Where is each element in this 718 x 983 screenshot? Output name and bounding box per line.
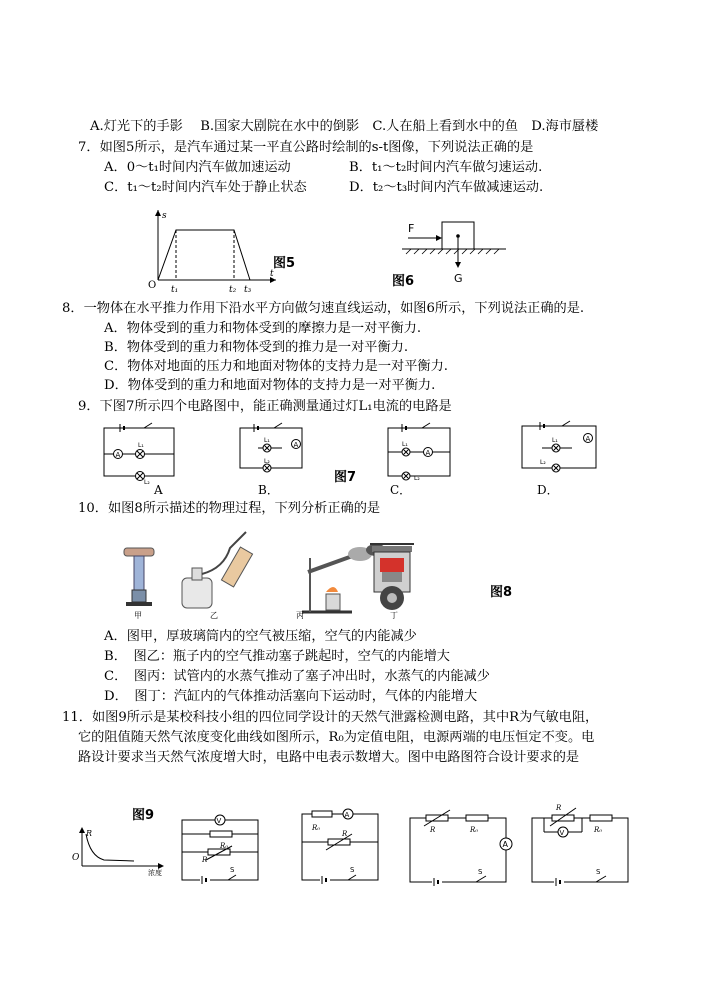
- q11-line-2: 它的阻值随天然气浓度变化曲线如图所示，R₀为定值电阻，电源两端的电压恒定不变。电: [78, 730, 595, 745]
- fig8-ding-illustration: [370, 544, 414, 610]
- fig9-resistance-graph: [68, 826, 168, 876]
- q9c-l2-label: L₂: [414, 475, 420, 482]
- fig9-caption: 图9: [132, 808, 155, 823]
- fig5-st-graph: [140, 206, 280, 298]
- q11-circuit-c: [408, 806, 514, 886]
- q11c-ammeter-label: A: [502, 840, 508, 849]
- q7-option-b: B．t₁～t₂时间内汽车做匀速运动.: [349, 160, 543, 175]
- fig5-tick-t2: t₂: [229, 285, 237, 295]
- q10-stem: 10．如图8所示描述的物理过程，下列分析正确的是: [78, 501, 381, 516]
- q9d-l2-label: L₂: [540, 459, 546, 466]
- q9b-l2-label: L₂: [264, 458, 270, 465]
- q11-line-3: 路设计要求当天然气浓度增大时，电路中电表示数增大。图中电路图符合设计要求的是: [78, 750, 580, 765]
- fig5-tick-t1: t₁: [171, 285, 179, 295]
- q9a-ammeter-label: A: [115, 451, 121, 459]
- fig8-yi-illustration: [182, 532, 253, 608]
- q9d-l1-label: L₁: [552, 437, 558, 444]
- fig5-y-label: s: [162, 211, 167, 221]
- q11-line-1: 11．如图9所示是某校科技小组的四位同学设计的天然气泄露检测电路，其中R为气敏电阻，: [62, 710, 599, 725]
- q10-option-b: B． 图乙：瓶子内的空气推动塞子跳起时，空气的内能增大: [104, 649, 450, 664]
- q9b-l1-label: L₁: [264, 437, 270, 444]
- fig8-label-yi: 乙: [210, 611, 218, 620]
- q9-circuit-d: [518, 420, 602, 482]
- q9-circuit-c: [384, 422, 456, 482]
- q9a-l2-label: L₂: [144, 479, 150, 484]
- q9b-ammeter-label: A: [293, 441, 299, 449]
- fig8-illustrations: [112, 528, 472, 620]
- q9-stem: 9．下图7所示四个电路图中，能正确测量通过灯L₁电流的电路是: [78, 399, 452, 414]
- q11a-r0-label: R₀: [220, 842, 229, 850]
- q8-option-b: B．物体受到的重力和物体受到的推力是一对平衡力.: [104, 340, 409, 355]
- q11-circuit-d: [530, 800, 634, 886]
- fig5-origin: O: [148, 280, 157, 291]
- fig8-caption: 图8: [490, 585, 513, 600]
- fig6-caption: 图6: [392, 274, 415, 289]
- q10-option-c: C． 图丙：试管内的水蒸气推动了塞子冲出时，水蒸气的内能减少: [104, 669, 490, 684]
- q11c-switch-label: S: [478, 868, 483, 876]
- q9c-ammeter-label: A: [425, 449, 431, 457]
- q9a-l1-label: L₁: [138, 442, 144, 449]
- fig8-label-jia: 甲: [134, 611, 142, 620]
- q10-option-a: A．图甲，厚玻璃筒内的空气被压缩，空气的内能减少: [104, 629, 417, 644]
- q10-option-d: D． 图丁：汽缸内的气体推动活塞向下运动时，气体的内能增大: [104, 689, 478, 704]
- q8-option-c: C．物体对地面的压力和地面对物体的支持力是一对平衡力.: [104, 359, 448, 374]
- q11a-voltmeter-label: V: [216, 817, 222, 825]
- q8-stem: 8．一物体在水平推力作用下沿水平方向做匀速直线运动，如图6所示，下列说法正确的是.: [62, 301, 585, 316]
- q11b-ammeter-label: A: [344, 811, 350, 819]
- fig9-graph-origin: O: [72, 853, 80, 863]
- q11a-switch-label: S: [230, 866, 235, 874]
- q9d-ammeter-label: A: [585, 435, 591, 443]
- fig8-bing-illustration: [302, 544, 386, 612]
- q7-option-c: C．t₁～t₂时间内汽车处于静止状态: [104, 180, 307, 195]
- q9-label-d: D．: [537, 483, 559, 497]
- fig9-graph-y-label: R: [86, 829, 93, 838]
- fig6-force-diagram: [400, 216, 510, 286]
- fig9-graph-x-label: 浓度: [148, 869, 162, 876]
- q11d-r-label: R: [556, 804, 562, 812]
- q11c-r0-label: R₀: [470, 826, 479, 834]
- q9-label-a: A: [154, 483, 163, 497]
- q11b-r0-label: R₀: [312, 824, 321, 832]
- q11d-r0-label: R₀: [594, 826, 603, 834]
- q11b-switch-label: S: [350, 866, 355, 874]
- q7-option-d: D．t₂～t₃时间内汽车做减速运动.: [349, 180, 544, 195]
- q11c-r-label: R: [430, 826, 436, 834]
- q11a-r-label: R: [202, 856, 208, 864]
- q9c-l1-label: L₁: [402, 441, 408, 448]
- q8-option-a: A．物体受到的重力和物体受到的摩擦力是一对平衡力.: [104, 321, 422, 336]
- q9-label-c: C．: [390, 483, 412, 497]
- q7-option-a: A．0～t₁时间内汽车做加速运动: [104, 160, 291, 175]
- fig5-x-label: t: [270, 269, 274, 279]
- fig8-jia-illustration: [124, 548, 154, 606]
- fig8-label-ding: 丁: [390, 611, 398, 620]
- fig5-tick-t3: t₃: [244, 285, 252, 295]
- q11d-switch-label: S: [596, 868, 601, 876]
- fig8-label-bing: 丙: [296, 611, 304, 620]
- q9-circuit-a: [100, 422, 180, 484]
- q9-label-b: B．: [258, 483, 279, 497]
- q11b-r-label: R: [342, 830, 348, 838]
- q11-circuit-b: [300, 806, 382, 884]
- q6-options: A.灯光下的手影 B.国家大剧院在水中的倒影 C.人在船上看到水中的鱼 D.海市蜃楼: [90, 119, 599, 134]
- fig6-gravity-label: G: [454, 272, 463, 285]
- q9-circuit-b: [236, 422, 308, 482]
- q8-option-d: D．物体受到的重力和地面对物体的支持力是一对平衡力.: [104, 378, 436, 393]
- q11-circuit-a: [180, 806, 262, 884]
- q11d-voltmeter-label: V: [559, 829, 565, 837]
- q7-stem: 7．如图5所示，是汽车通过某一平直公路时绘制的s-t图像，下列说法正确的是: [78, 140, 534, 155]
- fig5-caption: 图5: [273, 256, 296, 271]
- fig7-caption: 图7: [334, 470, 357, 485]
- fig6-force-label: F: [408, 222, 415, 235]
